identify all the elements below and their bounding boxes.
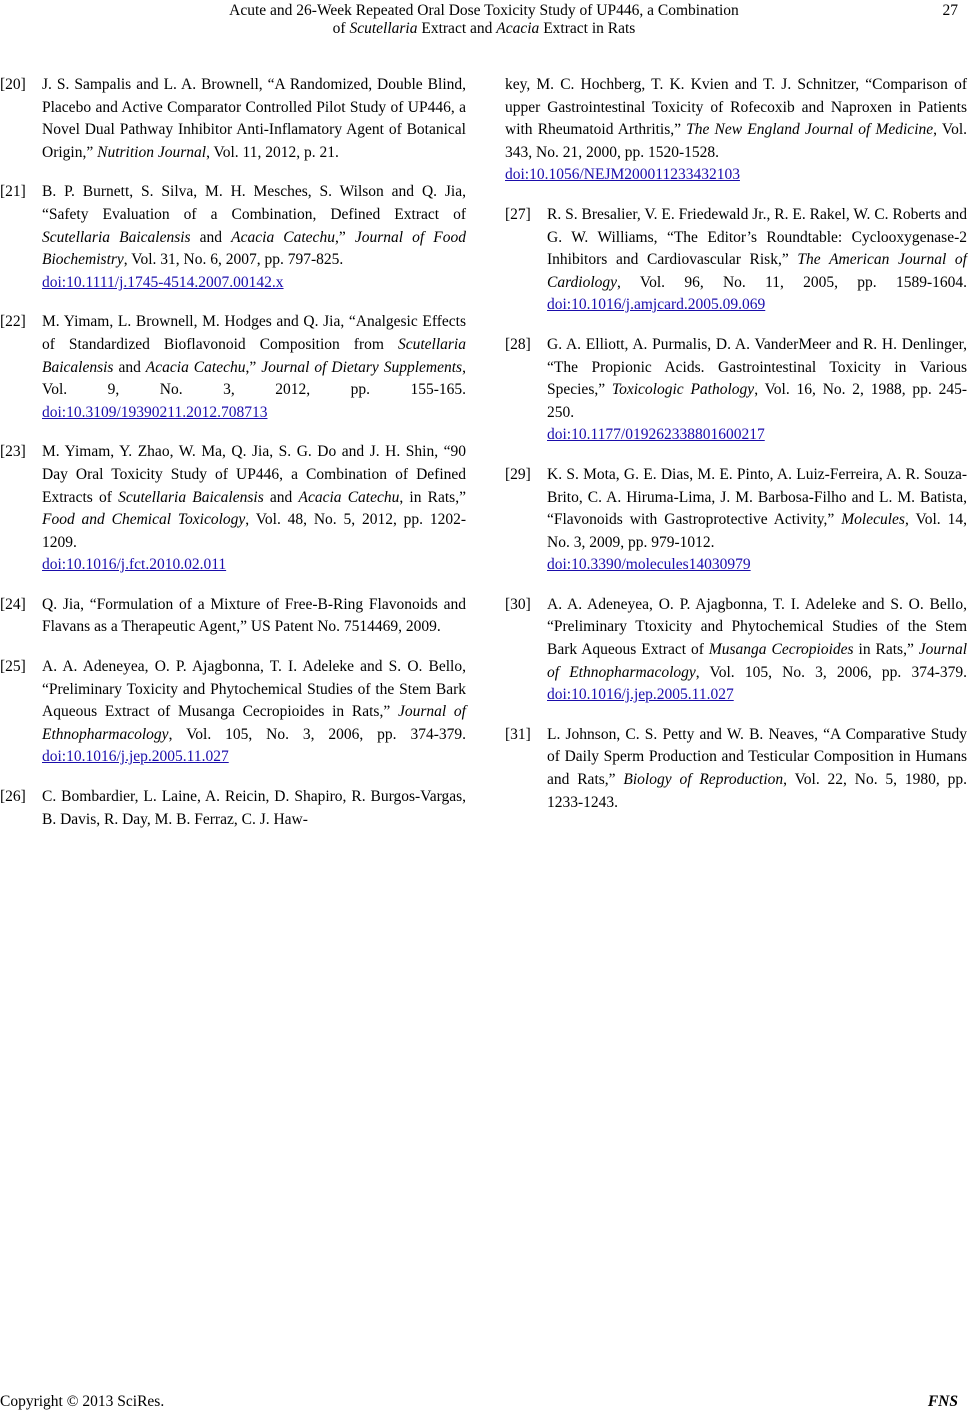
- reference-20: [0, 74, 466, 164]
- reference-number: [21]: [0, 183, 26, 201]
- reference-22: [0, 311, 466, 424]
- reference-31: [505, 724, 967, 814]
- doi-link[interactable]: doi:10.1016/j.jep.2005.11.027: [42, 748, 229, 766]
- header-text: Extract and: [417, 20, 497, 37]
- header-genus-1: Scutellaria: [349, 20, 418, 37]
- reference-number: [30]: [505, 595, 531, 613]
- reference-text: K. S. Mota, G. E. Dias, M. E. Pinto, A. Luiz-Ferreira, A. R. Souza-Brito, C. A. Hiruma-Lima, J. M. Barbosa-Filho and L. M. Batista, “Flavonoids with Gastroprotective Activity,” Molecules, Vol. 14, No. 3, 2009, pp. 979-1012. doi:10.3390/molecules14030979: [547, 465, 967, 574]
- reference-30: [505, 594, 967, 707]
- doi-link[interactable]: doi:10.3109/19390211.2012.708713: [42, 403, 268, 421]
- doi-link[interactable]: doi:10.1016/j.amjcard.2005.09.069: [547, 296, 766, 314]
- header-text: Extract in Rats: [539, 20, 636, 37]
- reference-25: [0, 656, 466, 769]
- reference-text: key, M. C. Hochberg, T. K. Kvien and T. J. Schnitzer, “Comparison of upper Gastrointestinal Toxicity of Rofecoxib and Naproxen in Patients with Rheumatoid Arthritis,” The New England Journal of Medicine, Vol. 343, No. 21, 2000, pp. 1520-1528. doi:10.1056/NEJM200011233432103: [505, 76, 967, 184]
- reference-number: [28]: [505, 335, 531, 353]
- reference-text: C. Bombardier, L. Laine, A. Reicin, D. Shapiro, R. Burgos-Vargas, B. Davis, R. Day, M. B. Ferraz, C. J. Haw-: [42, 788, 466, 828]
- header-line-2: [0, 20, 968, 38]
- reference-text: J. S. Sampalis and L. A. Brownell, “A Randomized, Double Blind, Placebo and Active Comparator Controlled Pilot Study of UP446, a Novel Dual Pathway Inhibitor Anti-Inflamatory Agent of Botanical Origin,” Nutrition Journal, Vol. 11, 2012, p. 21.: [42, 76, 466, 161]
- page-number: 27: [942, 2, 958, 19]
- reference-number: [23]: [0, 443, 26, 461]
- doi-link[interactable]: doi:10.1056/NEJM200011233432103: [505, 166, 740, 184]
- reference-24: [0, 594, 466, 639]
- reference-number: [29]: [505, 465, 531, 483]
- doi-link[interactable]: doi:10.1177/019262338801600217: [547, 426, 765, 444]
- reference-21: [0, 181, 466, 294]
- reference-text: L. Johnson, C. S. Petty and W. B. Neaves, “A Comparative Study of Daily Sperm Production and Testicular Composition in Humans and Rats,” Biology of Reproduction, Vol. 22, No. 5, 1980, pp. 1233-1243.: [547, 725, 967, 811]
- reference-text: A. A. Adeneyea, O. P. Ajagbonna, T. I. Adeleke and S. O. Bello, “Preliminary Toxicity and Phytochemical Studies of the Stem Bark Aqueous Extract of Musanga Cecropioides in Rats,” Journal of Ethnopharmacology, Vol. 105, No. 3, 2006, pp. 374-379. doi:10.1016/j.jep.2005.11.027: [42, 658, 466, 766]
- reference-27: [505, 204, 967, 317]
- reference-28: [505, 334, 967, 447]
- reference-text: M. Yimam, Y. Zhao, W. Ma, Q. Jia, S. G. Do and J. H. Shin, “90 Day Oral Toxicity Study of UP446, a Combination of Defined Extracts of Scutellaria Baicalensis and Acacia Catechu, in Rats,” Food and Chemical Toxicology, Vol. 48, No. 5, 2012, pp. 1202-1209. doi:10.1016/j.fct.2010.02.011: [42, 443, 467, 574]
- reference-text: G. A. Elliott, A. Purmalis, D. A. VanderMeer and R. H. Denlinger, “The Propionic Acids. Gastrointestinal Toxicity in Various Species,” Toxicologic Pathology, Vol. 16, No. 2, 1988, pp. 245-250. doi:10.1177/019262338801600217: [547, 335, 968, 444]
- header-line-1: Acute and 26-Week Repeated Oral Dose Toxicity Study of UP446, a Combination: [229, 2, 739, 19]
- reference-text: R. S. Bresalier, V. E. Friedewald Jr., R. E. Rakel, W. C. Roberts and G. W. Williams, “The Editor’s Roundtable: Cyclooxygenase-2 Inhibitors and Cardiovascular Risk,” The American Journal of Cardiology, Vol. 96, No. 11, 2005, pp. 1589-1604. doi:10.1016/j.amjcard.2005.09.069: [547, 205, 967, 314]
- reference-column-right: [505, 74, 967, 831]
- reference-26-continued: [505, 74, 967, 187]
- journal-abbreviation: FNS: [927, 1393, 958, 1410]
- header-text: of: [332, 20, 350, 37]
- reference-number: [31]: [505, 725, 531, 743]
- reference-23: [0, 441, 466, 577]
- reference-number: [25]: [0, 658, 26, 676]
- reference-text: A. A. Adeneyea, O. P. Ajagbonna, T. I. Adeleke and S. O. Bello, “Preliminary Ttoxicity and Phytochemical Studies of the Stem Bark Aqueous Extract of Musanga Cecropioides in Rats,” Journal of Ethnopharmacology, Vol. 105, No. 3, 2006, pp. 374-379. doi:10.1016/j.jep.2005.11.027: [547, 595, 968, 704]
- reference-text: M. Yimam, L. Brownell, M. Hodges and Q. Jia, “Analgesic Effects of Standardized Bioflavonoid Composition from Scutellaria Baicalensis and Acacia Catechu,” Journal of Dietary Supplements, Vol. 9, No. 3, 2012, pp. 155-165. doi:10.3109/19390211.2012.708713: [42, 313, 466, 421]
- reference-text: B. P. Burnett, S. Silva, M. H. Mesches, S. Wilson and Q. Jia, “Safety Evaluation of a Combination, Defined Extract of Scutellaria Baicalensis and Acacia Catechu,” Journal of Food Biochemistry, Vol. 31, No. 6, 2007, pp. 797-825. doi:10.1111/j.1745-4514.2007.00142.x: [42, 183, 466, 291]
- reference-number: [27]: [505, 205, 531, 223]
- doi-link[interactable]: doi:10.3390/molecules14030979: [547, 556, 751, 574]
- doi-link[interactable]: doi:10.1016/j.fct.2010.02.011: [42, 556, 227, 574]
- reference-number: [26]: [0, 788, 26, 806]
- reference-text: Q. Jia, “Formulation of a Mixture of Free-B-Ring Flavonoids and Flavans as a Therapeutic Agent,” US Patent No. 7514469, 2009.: [42, 595, 466, 636]
- reference-number: [22]: [0, 313, 26, 331]
- reference-29: [505, 464, 967, 577]
- copyright-notice: Copyright © 2013 SciRes.: [0, 1393, 165, 1410]
- reference-column-left: [0, 74, 466, 848]
- doi-link[interactable]: doi:10.1111/j.1745-4514.2007.00142.x: [42, 273, 284, 291]
- reference-number: [24]: [0, 595, 26, 613]
- reference-number: [20]: [0, 76, 26, 93]
- reference-26: [0, 786, 466, 831]
- doi-link[interactable]: doi:10.1016/j.jep.2005.11.027: [547, 686, 734, 704]
- running-header: [0, 2, 968, 38]
- header-genus-2: Acacia: [496, 20, 540, 37]
